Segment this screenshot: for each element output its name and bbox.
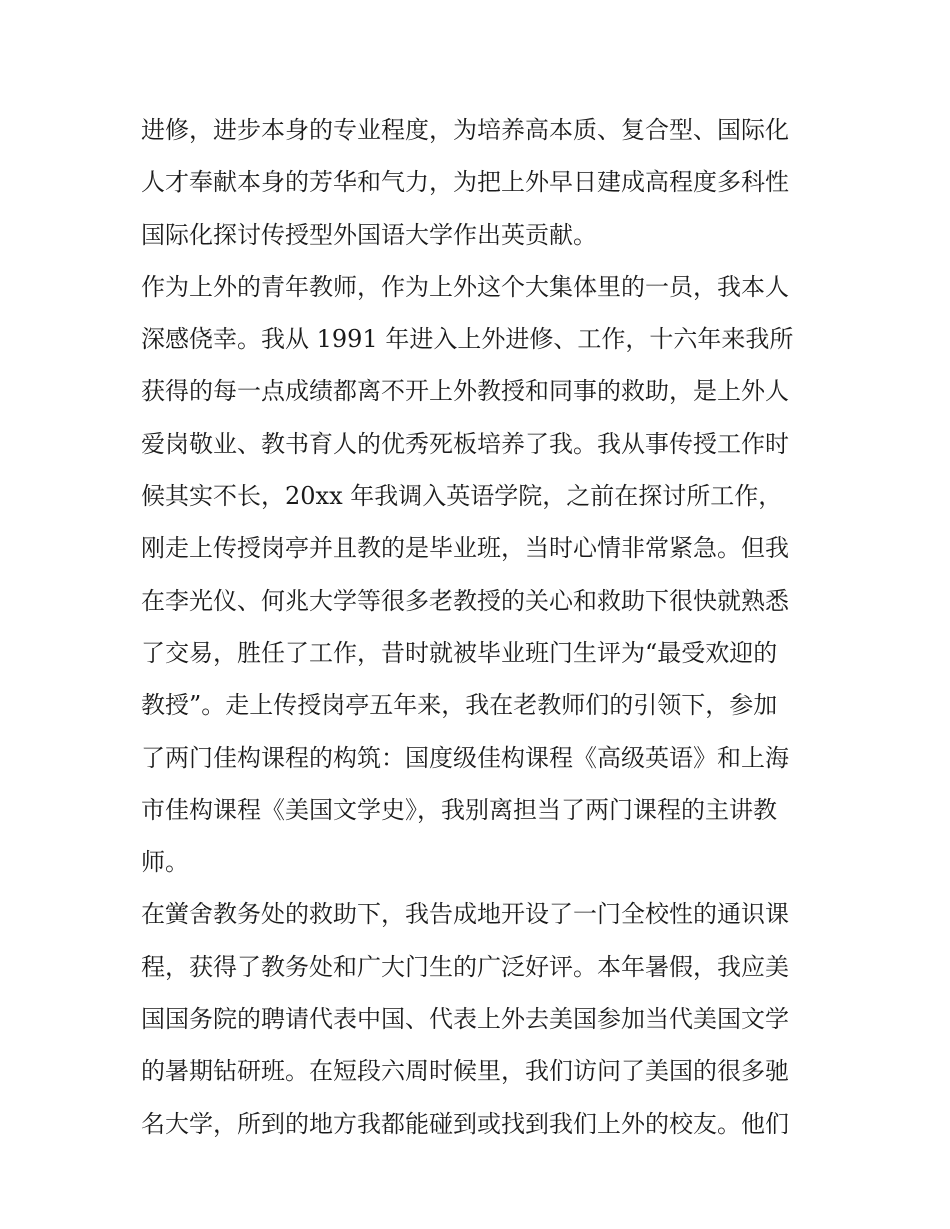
text-line: 的暑期钻研班。在短段六周时候里，我们访问了美国的很多驰 bbox=[141, 1057, 789, 1086]
text-line: 师。 bbox=[141, 848, 189, 877]
text-line: 了两门佳构课程的构筑：国度级佳构课程《高级英语》和上海 bbox=[141, 743, 789, 772]
text-line: 深感侥幸。我从 1991 年进入上外进修、工作，十六年来我所 bbox=[141, 325, 794, 354]
text-line: 名大学，所到的地方我都能碰到或找到我们上外的校友。他们 bbox=[141, 1109, 789, 1138]
text-line: 作为上外的青年教师，作为上外这个大集体里的一员，我本人 bbox=[141, 272, 789, 301]
text-line: 了交易，胜任了工作，昔时就被毕业班门生评为“最受欢迎的 bbox=[141, 638, 778, 667]
text-line: 刚走上传授岗亭并且教的是毕业班，当时心情非常紧急。但我 bbox=[141, 534, 789, 563]
text-line: 获得的每一点成绩都离不开上外教授和同事的救助，是上外人 bbox=[141, 377, 789, 406]
text-line: 国国务院的聘请代表中国、代表上外去美国参加当代美国文学 bbox=[141, 1005, 789, 1034]
text-line: 候其实不长，20xx 年我调入英语学院，之前在探讨所工作， bbox=[141, 482, 783, 511]
text-line: 进修，进步本身的专业程度，为培养高本质、复合型、国际化 bbox=[141, 116, 789, 144]
text-line: 人才奉献本身的芳华和气力，为把上外早日建成高程度多科性 bbox=[141, 168, 789, 197]
text-line: 爱岗敬业、教书育人的优秀死板培养了我。我从事传授工作时 bbox=[141, 429, 789, 458]
text-line: 市佳构课程《美国文学史》，我别离担当了两门课程的主讲教 bbox=[141, 795, 777, 824]
text-line: 在黉舍教务处的救助下，我告成地开设了一门全校性的通识课 bbox=[141, 900, 789, 929]
text-line: 程，获得了教务处和广大门生的广泛好评。本年暑假，我应美 bbox=[141, 952, 789, 981]
body-text bbox=[141, 104, 821, 1150]
text-line: 国际化探讨传授型外国语大学作出英贡献。 bbox=[141, 220, 597, 249]
text-line: 在李光仪、何兆大学等很多老教授的关心和救助下很快就熟悉 bbox=[141, 586, 789, 615]
text-line: 教授”。走上传授岗亭五年来，我在老教师们的引领下，参加 bbox=[141, 691, 778, 720]
